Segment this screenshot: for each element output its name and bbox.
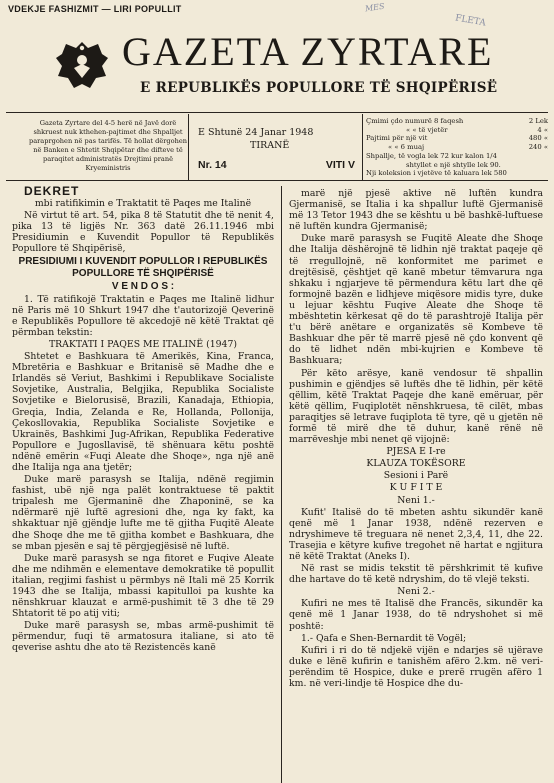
section-heading: PRESIDIUMI I KUVENDIT POPULLOR I REPUBLIKËS POPULLORE TË SHQIPËRISË (18, 255, 268, 279)
body-paragraph: Kufit' Italisë do të mbeten ashtu sikundër kanë qenë më 1 Janar 1938, ndënë rezerven e ndryshimeve të treguara në nenet 2,3,4, 11, dhe 22. Trasejia e këtyre kufive tregohet në hartat e ngjitura në këtë Traktat (Aneks I). (289, 506, 543, 562)
decree-title: DEKRET (24, 184, 80, 198)
section-heading: Sesioni i Parë (383, 470, 449, 482)
price-row: shtyllet e një shtylle lek 90. (406, 160, 501, 169)
notice-line: në Banken e Shtetit Shqipëtar dhe difteve të (33, 146, 183, 154)
publication-notice (10, 119, 206, 173)
column-divider (281, 186, 282, 783)
notice-line: shkruest nuk kthehen-pajtimet dhe Shpalljet (33, 128, 183, 136)
body-paragraph: 1. Të ratifikojë Traktatin e Paqes me Italinë lidhur në Paris më 10 Shkurt 1947 dhe t'autorizojë Qeverinë e Republikës Popullore të akcedojë në këtë Traktat që përmban tekstin: (12, 293, 274, 338)
info-divider-right (362, 114, 363, 180)
notice-line: paraqitet administratës Drejtimi pranë (43, 155, 173, 163)
section-heading: KLAUZA TOKËSORE (366, 458, 466, 470)
price-row: « « 6 muaj 240 « (388, 143, 548, 152)
body-paragraph: Duke marë parasysh se, mbas armë-pushimit të përmendur, fuqi të armatosura italiane, si ato të qeverise ashtu dhe ato të Rezistencës kanë (12, 620, 274, 654)
body-paragraph: marë një pjesë aktive në luftën kundra Gjermanisë, se Italia i ka shpallur luftë Gjermanisë më 13 Tetor 1943 dhe se kështu u bë bashkë-luftuese në luftën kundra Gjermanisë; (289, 188, 543, 233)
price-row: Nji koleksion i vjetëve të kaluara lek 580 (366, 169, 507, 178)
price-row: Çmimi çdo numurë 8 faqesh 2 Lek (366, 117, 548, 125)
section-heading: PJESA E I-re (386, 446, 446, 458)
body-paragraph: Në rast se midis tekstit të përshkrimit të kufive dhe hartave do të ketë ndryshim, do të vlejë teksti. (289, 563, 543, 586)
body-paragraph: Duke marë parasysh se Italija, ndënë regjimin fashist, ubë një nga palët kontraktuese të paktit tripalesh me Gjermaninë dhe Zhaponinë, se ka ndërmarë një luftë agresioni dhe, nga ky fakt, ka shkaktuar një gjëndje lufte me të gjitha Fuqitë Aleate dhe Shoqe dhe me të gjitha kombet e Bashkuara, dhe se mban pjesën e saj të përgjegjësisë në luftë. (12, 474, 274, 552)
section-heading: mbi ratifikimin e Traktatit të Paqes me Italinë (34, 198, 252, 210)
section-heading: Neni 1.- (397, 494, 435, 506)
body-paragraph: Në virtut të art. 54, pika 8 të Statutit dhe të nenit 4, pika 13 të ligjës Nr. 363 datë 26.11.1946 mbi Presidiumin e Kuvendit Popullor të Republikës Popullore të Shqipërisë, (12, 210, 274, 255)
right-text-column (289, 188, 543, 690)
archive-stamp-fleta: FLETA (454, 13, 487, 29)
header-rule-bottom (6, 180, 548, 181)
issue-city: TIRANË (250, 140, 290, 151)
body-paragraph: 1.- Qafa e Shen-Bernardit të Vogël; (301, 632, 467, 644)
body-paragraph: Kufiri ne mes të Italisë dhe Francës, sikundër ka qenë më 1 Janar 1938, do të ndryshohet si më poshtë: (289, 598, 543, 632)
section-heading: V E N D O S : (111, 280, 175, 292)
issue-number: Nr. 14 (198, 159, 227, 171)
section-heading: K U F I T E (389, 482, 443, 494)
price-list (366, 117, 550, 178)
section-heading: Neni 2.- (397, 586, 435, 598)
masthead-subtitle: E REPUBLIKËS POPULLORE TË SHQIPËRISË (140, 80, 498, 96)
masthead-motto: VDEKJE FASHIZMIT — LIRI POPULLIT (8, 4, 182, 14)
issue-volume: VITI V (325, 159, 355, 171)
section-heading: TRAKTATI I PAQES ME ITALINË (1947) (48, 338, 238, 350)
albanian-eagle-emblem-icon (54, 38, 110, 96)
body-paragraph: Duke marë parasysh se nga fitoret e Fuqive Aleate dhe me ndihmën e elementave demokratike të popullit italian, regjimi fashist u përmbys në Itali më 25 Korrik 1943 dhe se Italija, mbassi kapitulloi pa kushte ka nënshkruar klauzat e armë-pushimit të 3 dhe të 29 Shtatorit të po atij viti; (12, 552, 274, 620)
left-text-column (12, 184, 274, 655)
archive-stamp: MES (364, 1, 386, 14)
price-row: Pajtimi për një vit 480 « (366, 134, 548, 143)
notice-line: paraprgohen në pas tarifës. Të hollat dërgohen (29, 137, 187, 145)
body-paragraph: Për këto arësye, kanë vendosur të shpallin pushimin e gjëndjes së luftës dhe të lidhin, për këtë qëllim, këtë Traktat Paqeje dhe kanë emëruar, për këtë qëllim, Fuqiplotët nënshkruesa, të cilët, mbas paraqitjes së letrave fuqiplota të tyre, që u gjetën në formë të mirë dhe të duhur, kanë rënë në marrëveshje mbi nenet që vijojnë: (289, 367, 543, 446)
issue-date: E Shtunë 24 Janar 1948 (198, 127, 314, 138)
masthead-title: GAZETA ZYRTARE (122, 29, 494, 74)
notice-line: Kryeministris (85, 164, 131, 172)
notice-line: Gazeta Zyrtare del 4-5 herë në Javë dorë (39, 119, 177, 127)
body-paragraph: Duke marë parasysh se Fuqitë Aleate dhe Shoqe dhe Italija dëshërojnë të lidhin një traktat paqeje që të rregullojnë, në konformitet me parimet e drejtësisë, çështjet që kanë mbetur tëmvarura nga shkaku i ngjarjeve të përmendura këtu lart dhe që formojnë bazën e lidhjeve miqësore midis tyre, duke u lejuar kështu Fuqive Aleate dhe Shoqe të mbështetin kërkesat që do të parashtrojë Italija për t'u bërë anëtare e organizatës së Kombeve të Bashkuar dhe për të marrë pjesë në çdo konvent që do të lidhet ndën mbi-kujrien e Kombeve të Bashkuara; (289, 233, 543, 367)
header-rule-top (6, 112, 548, 113)
price-row: Shpallje, të vogla lek 72 kur kalon 1/4 (366, 151, 497, 160)
body-paragraph: Shtetet e Bashkuara të Amerikës, Kina, Franca, Mbretëria e Bashkuar e Britanisë së Madhe dhe e Irlandës së Veriut, Bashkimi i Republikave Socialiste Sovjetike, Australia, Belgjika, Republika Socialiste Sovjetike e Bielorusisë, Brazili, Kanadaja, Ethiopia, Greqia, India, Zelanda e Re, Hollanda, Pollonija, Çekosllovakia, Republika Socialiste Sovjetike e Ukrainës, Bashkimi Jug-Afrikan, Republika Federative Popullore e Jugosllavisë, të shënuara këtu poshtë ndënë emërin «Fuqi Aleate dhe Shoqe», nga një anë dhe Italija nga ana tjetër; (12, 351, 274, 473)
body-paragraph: Kufiri i ri do të ndjekë vijën e ndarjes së ujërave duke e lënë kufirin e tanishëm afëro 2.km. në veri-perëndim të Hospice, duke e prerë rrugën afëro 1 km. në veri-lindje të Hospice dhe du- (289, 644, 543, 690)
issue-info (190, 127, 355, 172)
price-row: « « të vjetër 4 « (406, 125, 548, 134)
